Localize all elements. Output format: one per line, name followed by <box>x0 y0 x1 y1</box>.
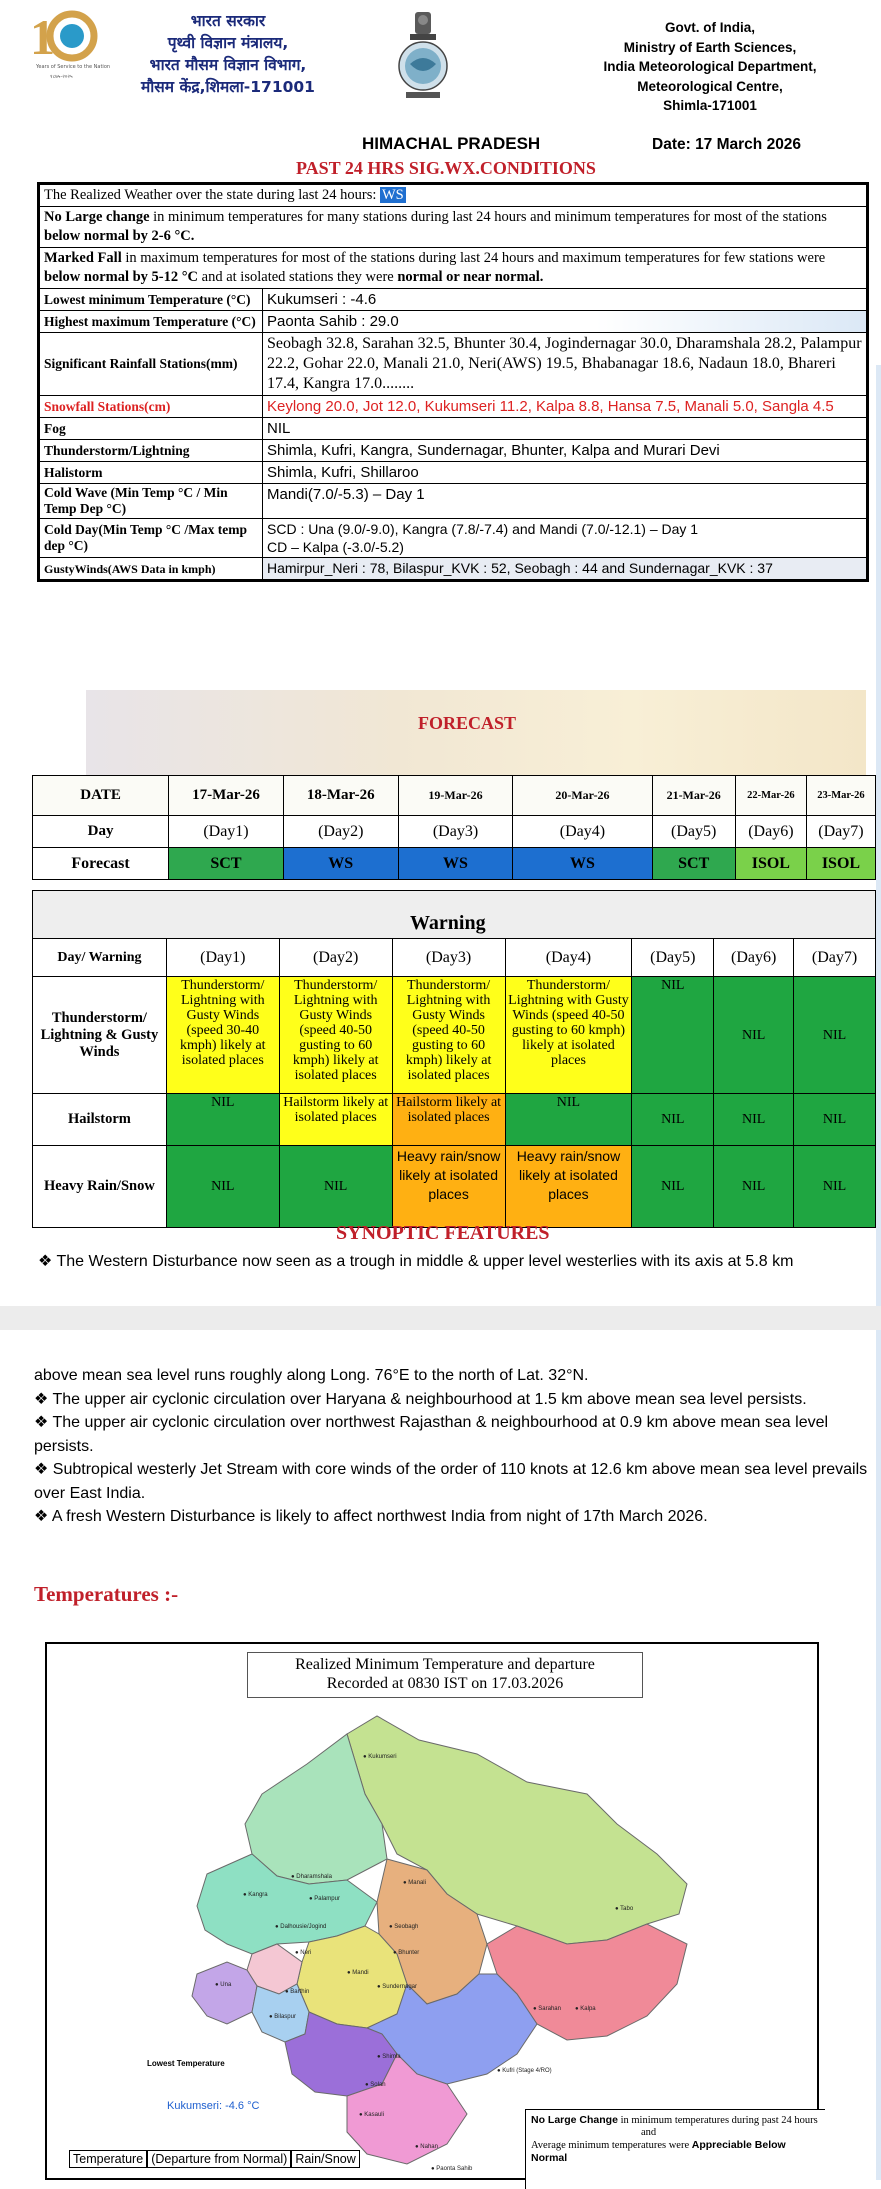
hindi-header <box>138 10 318 98</box>
map-note-text: in minimum temperatures during past 24 hours <box>617 2115 818 2126</box>
map-station-label: ● Solan <box>365 2082 386 2088</box>
map-station-label: ● Sarahan <box>533 2006 561 2012</box>
map-station-label: ● Neri <box>295 1950 312 1956</box>
forecast-value: WS <box>398 848 513 880</box>
forecast-day: (Day3) <box>398 816 513 848</box>
map-station-label: ● Manali <box>403 1880 426 1886</box>
synoptic-bullet: ❖ The Western Disturbance now seen as a trough in middle & upper level westerlies with its axis at 5.8 km <box>38 1253 794 1270</box>
warning-day: (Day1) <box>166 939 279 977</box>
forecast-value: ISOL <box>806 848 875 880</box>
warning-cell: Thunderstorm/ Lightning with Gusty Winds (speed 40-50 gusting to 60 kmph) likely at isolated places <box>392 977 505 1094</box>
temperature-map <box>45 1642 819 2180</box>
english-line: Ministry of Earth Sciences, <box>623 39 797 55</box>
sig-row-value: Paonta Sahib : 29.0 <box>263 311 868 333</box>
warning-day: (Day2) <box>279 939 392 977</box>
warning-cell: Thunderstorm/ Lightning with Gusty Winds (speed 30-40 kmph) likely at isolated places <box>166 977 279 1094</box>
svg-text:Years of Service to the Nation: Years of Service to the Nation <box>36 64 111 70</box>
warning-cell: NIL <box>794 1094 876 1146</box>
state-title: HIMACHAL PRADESH <box>362 134 541 153</box>
page-edge-strip <box>876 365 881 2180</box>
max-temp-bold: below normal by 5-12 <box>44 269 182 285</box>
warning-cell: Hailstorm likely at isolated places <box>279 1094 392 1146</box>
max-temp-unit: °C <box>181 269 199 285</box>
hindi-line: भारत मौसम विज्ञान विभाग, <box>149 56 307 74</box>
map-station-label: ● Una <box>215 1982 232 1988</box>
map-station-label: ● Dalhousie/Jogind <box>275 1924 327 1930</box>
map-station-label: ● Nahan <box>415 2144 438 2150</box>
max-temp-bold: normal or near normal. <box>397 269 544 285</box>
synoptic-bullet: ❖ Subtropical westerly Jet Stream with core winds of the order of 110 knots at 12.6 km above mean sea level prevails over East India. <box>34 1461 868 1502</box>
forecast-day: (Day5) <box>652 816 735 848</box>
min-temp-text: in minimum temperatures for many stations during last 24 hours and minimum temperatures for most of the stations <box>149 209 827 225</box>
forecast-date: 18-Mar-26 <box>283 776 398 816</box>
max-temp-summary <box>39 248 868 289</box>
map-station-label: ● Kangra <box>243 1892 268 1898</box>
warning-header-label: Day/ Warning <box>33 939 167 977</box>
sig-row-label: Lowest minimum Temperature (°C) <box>39 289 263 311</box>
map-station-label: ● Kukumseri <box>363 1754 397 1760</box>
svg-text:१८७५-२०२५: १८७५-२०२५ <box>50 74 73 80</box>
forecast-value: SCT <box>169 848 284 880</box>
map-note-text: Average minimum temperatures were <box>531 2140 692 2151</box>
map-station-label: ● Kalpa <box>575 2006 596 2012</box>
forecast-date: 20-Mar-26 <box>513 776 652 816</box>
warning-cell: Heavy rain/snow likely at isolated places <box>392 1146 505 1228</box>
sig-weather-table <box>37 182 869 582</box>
imd-150-logo <box>28 6 111 96</box>
forecast-value: WS <box>513 848 652 880</box>
sig-row-label: Snowfall Stations(cm) <box>39 396 263 418</box>
sig-row-value: NIL <box>263 418 868 440</box>
synoptic-bullet-text: A fresh Western Disturbance is likely to affect northwest India from night of 17th March 2026. <box>51 1508 708 1525</box>
sig-row-label: Significant Rainfall Stations(mm) <box>39 333 263 396</box>
forecast-value: WS <box>283 848 398 880</box>
warning-row-label: Heavy Rain/Snow <box>33 1146 167 1228</box>
forecast-day: (Day7) <box>806 816 875 848</box>
map-station-label: ● Palampur <box>309 1896 340 1902</box>
english-header <box>590 18 830 116</box>
map-station-label: ● Barthin <box>285 1989 310 1995</box>
warning-cell: NIL <box>632 1146 714 1228</box>
map-note-bold: Appreciable Below Normal <box>531 2139 786 2164</box>
map-station-label: ● Shimla <box>377 2054 401 2060</box>
map-station-label: ● Tabo <box>615 1906 634 1912</box>
forecast-day: (Day1) <box>169 816 284 848</box>
sig-row-label: Cold Day(Min Temp °C /Max temp dep °C) <box>39 519 263 558</box>
forecast-value: ISOL <box>735 848 806 880</box>
min-temp-bold: below normal by 2-6 <box>44 228 175 244</box>
english-line: Shimla-171001 <box>663 98 757 113</box>
warning-cell: NIL <box>166 1094 279 1146</box>
warning-cell: NIL <box>279 1146 392 1228</box>
sig-row-label: Thunderstorm/Lightning <box>39 440 263 462</box>
map-station-label: ● Bilaspur <box>269 2014 296 2020</box>
map-title-line: Realized Minimum Temperature and departure <box>295 1656 595 1673</box>
synoptic-bullet-text: The Western Disturbance now seen as a trough in middle & upper level westerlies with its axis at 5.8 km <box>56 1253 794 1270</box>
forecast-date: 21-Mar-26 <box>652 776 735 816</box>
map-station-label: ● Kasauli <box>359 2112 384 2118</box>
realized-weather-row <box>39 184 868 207</box>
past24-title: PAST 24 HRS SIG.WX.CONDITIONS <box>296 158 596 178</box>
sig-row-value: Mandi(7.0/-5.3) – Day 1 <box>263 484 868 519</box>
sig-row-label: GustyWinds(AWS Data in kmph) <box>39 558 263 581</box>
map-key-item: Rain/Snow <box>291 2150 359 2168</box>
map-station-label: ● Mandi <box>347 1970 369 1976</box>
sig-row-label: Fog <box>39 418 263 440</box>
realized-weather-text: The Realized Weather over the state during last 24 hours: <box>44 187 380 203</box>
forecast-title: FORECAST <box>418 713 517 733</box>
warning-day: (Day3) <box>392 939 505 977</box>
sig-row-value: SCD : Una (9.0/-9.0), Kangra (7.8/-7.4) and Mandi (7.0/-12.1) – Day 1 CD – Kalpa (-3.0/-5.2) <box>263 519 868 558</box>
map-station-label: ● Sundernagar <box>377 1984 417 1990</box>
warning-row-label: Thunderstorm/ Lightning & Gusty Winds <box>33 977 167 1094</box>
warning-cell: NIL <box>632 1094 714 1146</box>
warning-cell: Thunderstorm/ Lightning with Gusty Winds (speed 40-50 gusting to 60 kmph) likely at isolated places <box>505 977 632 1094</box>
forecast-date: 22-Mar-26 <box>735 776 806 816</box>
synoptic-bullet-text: Subtropical westerly Jet Stream with core winds of the order of 110 knots at 12.6 km above mean sea level prevails over East India. <box>34 1461 868 1502</box>
forecast-table <box>32 775 876 880</box>
temperatures-title: Temperatures :- <box>34 1582 179 1606</box>
forecast-label: Forecast <box>33 848 169 880</box>
map-key-item: Temperature <box>69 2150 147 2168</box>
sig-row-label: Highest maximum Temperature (°C) <box>39 311 263 333</box>
min-temp-bold: No Large change <box>44 209 150 225</box>
sig-row-value: Seobagh 32.8, Sarahan 32.5, Bhunter 30.4, Jogindernagar 30.0, Dharamshala 28.2, Palampur 22.2, Gohar 22.0, Manali 21.0, Neri(AWS) 19.5, Bhabanagar 18.6, Nadaun 18.0, Bhareri 17.4, Kangra 17.0........ <box>263 333 868 396</box>
max-temp-text: in maximum temperatures for most of the stations during last 24 hours and maximum temperatures for few stations were <box>121 250 826 266</box>
warning-cell: NIL <box>794 977 876 1094</box>
sig-row-value: Kukumseri : -4.6 <box>263 289 868 311</box>
sig-row-value: Keylong 20.0, Jot 12.0, Kukumseri 11.2, Kalpa 8.8, Hansa 7.5, Manali 5.0, Sangla 4.5 <box>263 396 868 418</box>
warning-row-label: Hailstorm <box>33 1094 167 1146</box>
forecast-date: 19-Mar-26 <box>398 776 513 816</box>
warning-cell: Hailstorm likely at isolated places <box>392 1094 505 1146</box>
warning-cell: NIL <box>714 977 794 1094</box>
synoptic-continued <box>34 1364 874 1529</box>
map-station-label: ● Paonta Sahib <box>431 2166 473 2172</box>
synoptic-bullet: ❖ The upper air cyclonic circulation over Haryana & neighbourhood at 1.5 km above mean sea level persists. <box>34 1390 807 1408</box>
warning-cell: Thunderstorm/ Lightning with Gusty Winds (speed 40-50 gusting to 60 kmph) likely at isolated places <box>279 977 392 1094</box>
sig-row-value: Shimla, Kufri, Shillaroo <box>263 462 868 484</box>
realized-weather-value: WS <box>382 187 404 203</box>
english-line: India Meteorological Department, <box>603 59 817 74</box>
synoptic-bullet-text: The upper air cyclonic circulation over Haryana & neighbourhood at 1.5 km above mean sea level persists. <box>52 1390 807 1408</box>
map-station-label: ● Dharamshala <box>291 1874 332 1880</box>
forecast-date: 17-Mar-26 <box>169 776 284 816</box>
national-emblem-logo <box>396 8 450 104</box>
svg-text:1: 1 <box>30 9 55 65</box>
max-temp-text: and at isolated stations they were <box>198 269 398 285</box>
sig-row-label: Cold Wave (Min Temp °C / Min Temp Dep °C) <box>39 484 263 519</box>
synoptic-bullet: ❖ A fresh Western Disturbance is likely to affect northwest India from night of 17th March 2026. <box>34 1508 708 1525</box>
synoptic-bullet: ❖ The upper air cyclonic circulation over northwest Rajasthan & neighbourhood at 0.9 km above mean sea level persists. <box>34 1414 829 1455</box>
warning-day: (Day7) <box>794 939 876 977</box>
warning-cell: NIL <box>794 1146 876 1228</box>
report-date: Date: 17 March 2026 <box>652 136 802 153</box>
warning-cell: NIL <box>714 1146 794 1228</box>
warning-day: (Day5) <box>632 939 714 977</box>
max-temp-bold: Marked Fall <box>44 250 122 266</box>
warning-title: Warning <box>410 912 486 934</box>
english-line: Govt. of India, <box>665 20 755 35</box>
sig-row-label: Halistorm <box>39 462 263 484</box>
map-note-bold: No Large Change <box>531 2114 618 2126</box>
forecast-date: 23-Mar-26 <box>806 776 875 816</box>
lowest-temp-value: Kukumseri: -4.6 °C <box>167 2100 260 2112</box>
forecast-day: (Day2) <box>283 816 398 848</box>
synoptic-title: SYNOPTIC FEATURES <box>336 1222 550 1244</box>
warning-day: (Day6) <box>714 939 794 977</box>
warning-cell: NIL <box>632 977 714 1094</box>
forecast-day: (Day6) <box>735 816 806 848</box>
hindi-line: भारत सरकार <box>190 12 266 30</box>
page-break-gap <box>0 1306 881 1330</box>
warning-cell: NIL <box>505 1094 632 1146</box>
min-temp-unit: °C. <box>174 228 195 244</box>
english-line: Meteorological Centre, <box>637 78 783 94</box>
forecast-day-label: Day <box>33 816 169 848</box>
forecast-date-label: DATE <box>33 776 169 816</box>
warning-day: (Day4) <box>505 939 632 977</box>
sig-row-value: Hamirpur_Neri : 78, Bilaspur_KVK : 52, Seobagh : 44 and Sundernagar_KVK : 37 <box>263 558 868 581</box>
hindi-line: पृथ्वी विज्ञान मंत्रालय, <box>167 34 289 52</box>
map-key-item: (Departure from Normal) <box>147 2150 291 2168</box>
warning-cell: NIL <box>714 1094 794 1146</box>
forecast-day: (Day4) <box>513 816 652 848</box>
hindi-line: मौसम केंद्र,शिमला-171001 <box>141 78 315 96</box>
map-station-label: ● Bhunter <box>393 1950 420 1956</box>
synoptic-bullet-text: The upper air cyclonic circulation over northwest Rajasthan & neighbourhood at 0.9 km above mean sea level persists. <box>34 1414 829 1455</box>
map-station-label: ● Seobagh <box>389 1924 419 1930</box>
map-station-labels <box>47 1644 821 2182</box>
forecast-value: SCT <box>652 848 735 880</box>
lowest-temp-label: Lowest Temperature <box>147 2059 225 2068</box>
warning-cell: NIL <box>166 1146 279 1228</box>
map-title-line: Recorded at 0830 IST on 17.03.2026 <box>326 1675 564 1692</box>
warning-cell: Heavy rain/snow likely at isolated places <box>505 1146 632 1228</box>
warning-table <box>32 938 876 1228</box>
synoptic-continuation: above mean sea level runs roughly along Long. 76°E to the north of Lat. 32°N. <box>34 1367 589 1384</box>
map-station-label: ● Kufri (Stage 4/RO) <box>497 2068 552 2074</box>
min-temp-summary <box>39 207 868 248</box>
map-note-and: and <box>641 2127 657 2138</box>
sig-row-value: Shimla, Kufri, Kangra, Sundernagar, Bhunter, Kalpa and Murari Devi <box>263 440 868 462</box>
